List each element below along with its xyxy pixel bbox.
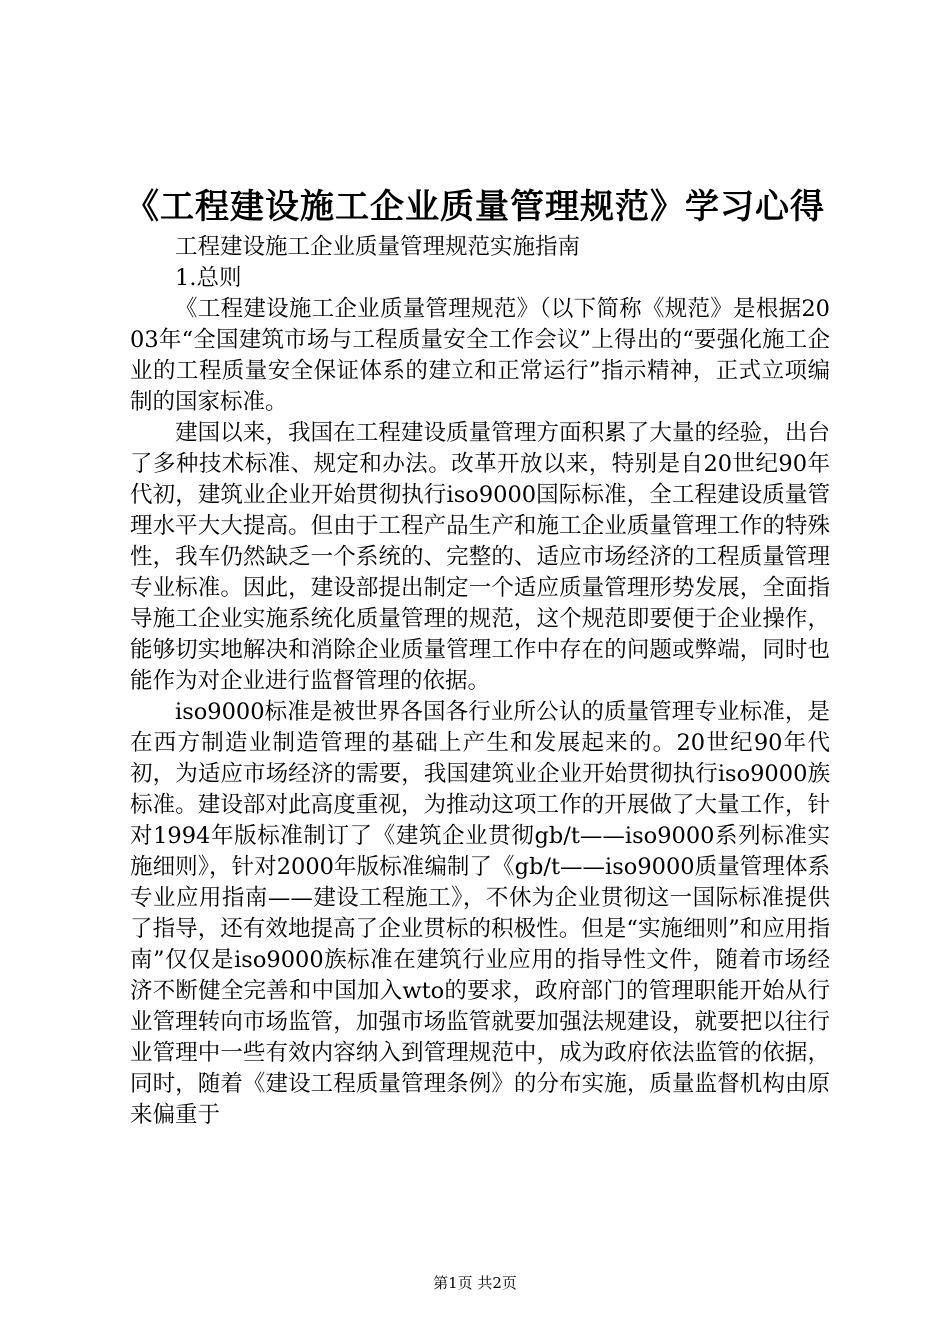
body-paragraph: iso9000标准是被世界各国各行业所公认的质量管理专业标准，是在西方制造业制造管理的基础上产生和发展起来的。20世纪90年代初，为适应市场经济的需要，我国建筑业企业开始贯彻执行iso9000族标准。建设部对此高度重视，为推动这项工作的开展做了大量工作，针对1994年版标准制订了《建筑企业贯彻gb/t——iso9000系列标准实施细则》，针对2000年版标准编制了《gb/t——iso9000质量管理体系专业应用指南——建设工程施工》，不休为企业贯彻这一国际标准提供了指导，还有效地提高了企业贯标的积极性。但是“实施细则”和应用指南”仅仅是iso9000族标准在建筑行业应用的指导性文件，随着市场经济不断健全完善和中国加入wto的要求，政府部门的管理职能开始从行业管理转向市场监管，加强市场监管就要加强法规建设，就要把以往行业管理中一些有效内容纳入到管理规范中，成为政府依法监管的依据，同时，随着《建设工程质量管理条例》的分布实施，质量监督机构由原来偏重于 xyxy=(130,699,830,1128)
subtitle-paragraph: 工程建设施工企业质量管理规范实施指南 xyxy=(175,234,581,260)
document-body xyxy=(130,232,830,1131)
body-paragraph: 《工程建设施工企业质量管理规范》（以下简称《规范》是根据2003年“全国建筑市场与工程质量安全工作会议”上得出的“要强化施工企业的工程质量安全保证体系的建立和正常运行”指示精神，正式立项编制的国家标准。 xyxy=(130,296,830,415)
body-paragraph: 建国以来，我国在工程建设质量管理方面积累了大量的经验，出台了多种技术标准、规定和办法。改革开放以来，特别是自20世纪90年代初，建筑业企业开始贯彻执行iso9000国际标准，全工程建设质量管理水平大大提高。但由于工程产品生产和施工企业质量管理工作的特殊性，我车仍然缺乏一个系统的、完整的、适应市场经济的工程质量管理专业标准。因此，建设部提出制定一个适应质量管理形势发展，全面指导施工企业实施系统化质量管理的规范，这个规范即要便于企业操作，能够切实地解决和消除企业质量管理工作中存在的问题或弊端，同时也能作为对企业进行监督管理的依据。 xyxy=(130,420,830,694)
section-heading: 1.总则 xyxy=(175,265,242,291)
page-number-footer: 第1页 共2页 xyxy=(433,1274,517,1292)
document-title: 《工程建设施工企业质量管理规范》学习心得 xyxy=(125,187,825,227)
